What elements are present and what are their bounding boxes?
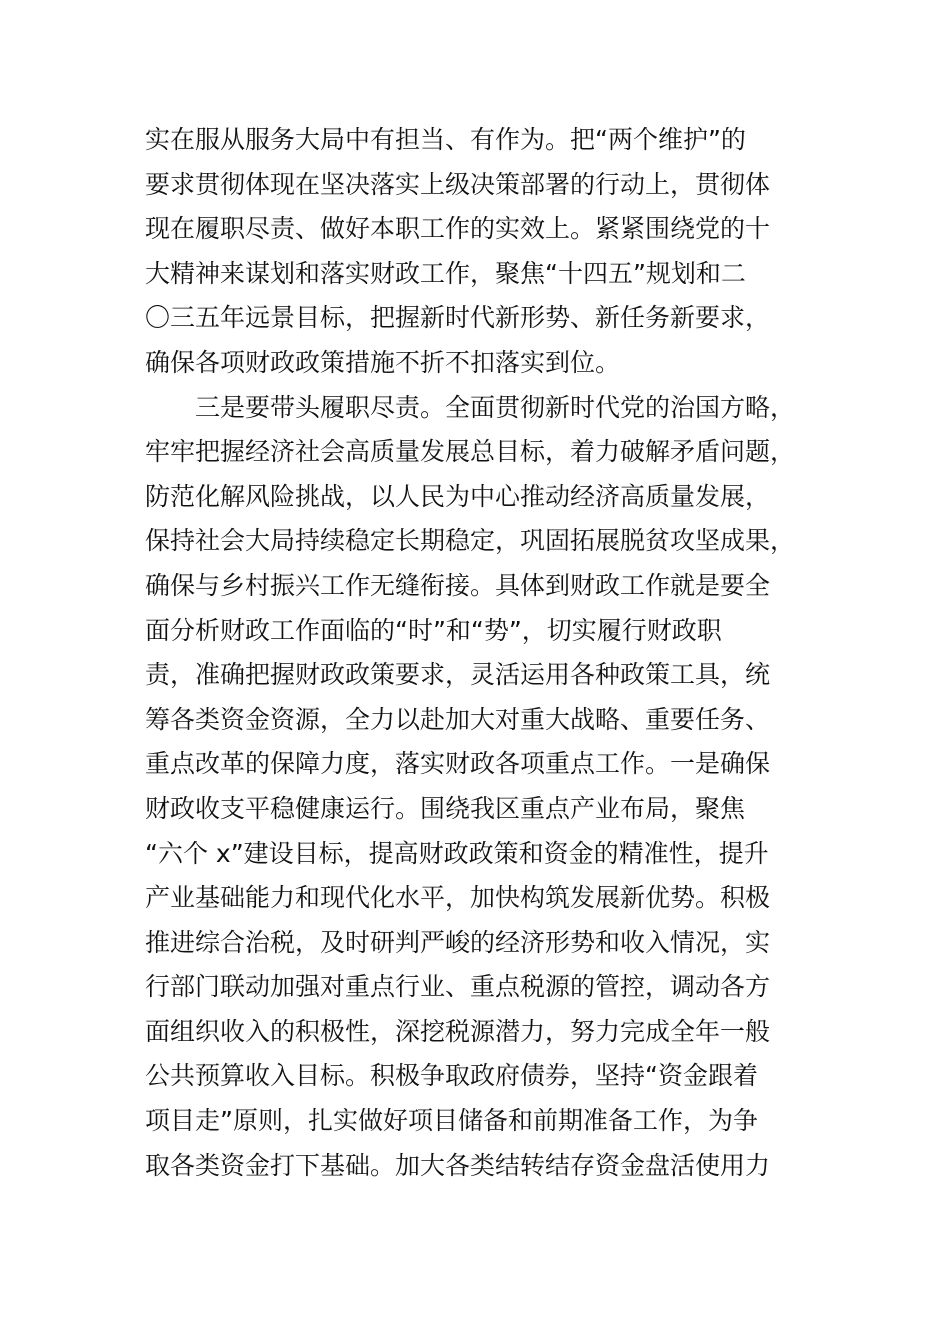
text-line: 实在服从服务大局中有担当、有作为。把“两个维护”的: [145, 125, 746, 154]
text-line: 责，准确把握财政政策要求，灵活运用各种政策工具，统: [145, 660, 771, 690]
text-line: 取各类资金打下基础。加大各类结转结存资金盘活使用力: [145, 1150, 771, 1180]
text-line: 防范化解风险挑战，以人民为中心推动经济高质量发展，: [145, 481, 771, 511]
text-line: 面分析财政工作面临的“时”和“势”，切实履行财政职: [145, 615, 722, 645]
paragraph-start-line: 三是要带头履职尽责。全面贯彻新时代党的治国方略，: [195, 392, 796, 422]
text-line: 公共预算收入目标。积极争取政府债券，坚持“资金跟着: [145, 1061, 758, 1091]
text-line: 推进综合治税，及时研判严峻的经济形势和收入情况，实: [145, 927, 771, 957]
text-line: 确保与乡村振兴工作无缝衔接。具体到财政工作就是要全: [145, 570, 771, 600]
text-line: 〇三五年远景目标，把握新时代新形势、新任务新要求，: [145, 303, 771, 333]
text-line: 保持社会大局持续稳定长期稳定，巩固拓展脱贫攻坚成果，: [145, 526, 796, 556]
text-line: 要求贯彻体现在坚决落实上级决策部署的行动上，贯彻体: [145, 169, 771, 199]
text-line: “六个 x”建设目标，提高财政政策和资金的精准性，提升: [145, 838, 769, 868]
text-line: 牢牢把握经济社会高质量发展总目标，着力破解矛盾问题，: [145, 437, 796, 467]
text-line: 行部门联动加强对重点行业、重点税源的管控，调动各方: [145, 972, 771, 1002]
body-text: [145, 118, 815, 1188]
text-line: 确保各项财政政策措施不折不扣落实到位。: [145, 347, 621, 377]
text-line: 项目走”原则，扎实做好项目储备和前期准备工作，为争: [145, 1106, 758, 1136]
text-line: 面组织收入的积极性，深挖税源潜力，努力完成全年一般: [145, 1016, 771, 1046]
text-line: 产业基础能力和现代化水平，加快构筑发展新优势。积极: [145, 883, 771, 913]
text-line: 筹各类资金资源，全力以赴加大对重大战略、重要任务、: [145, 704, 771, 734]
text-line: 重点改革的保障力度，落实财政各项重点工作。一是确保: [145, 749, 771, 779]
text-line: 大精神来谋划和落实财政工作，聚焦“十四五”规划和二: [145, 258, 746, 288]
text-line: 现在履职尽责、做好本职工作的实效上。紧紧围绕党的十: [145, 214, 771, 244]
text-line: 财政收支平稳健康运行。围绕我区重点产业布局，聚焦: [145, 793, 746, 823]
